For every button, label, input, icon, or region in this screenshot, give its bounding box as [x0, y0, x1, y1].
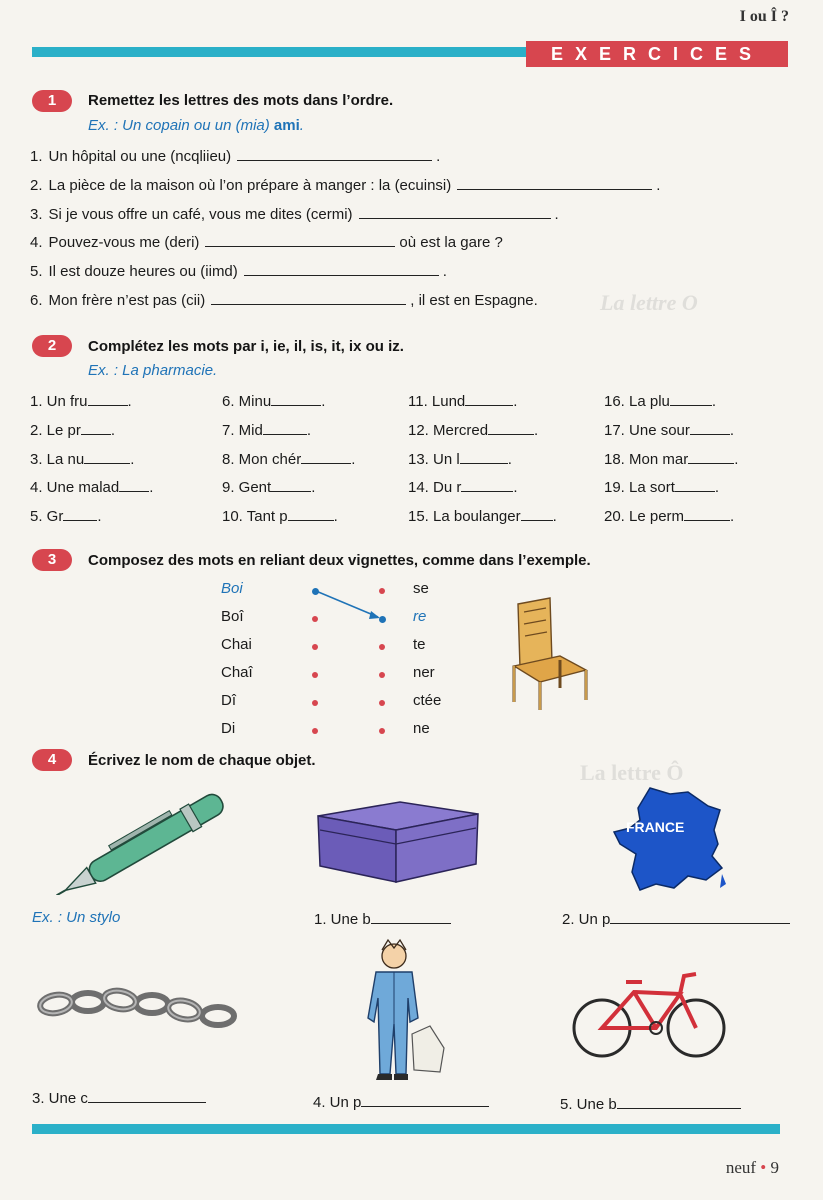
- item-suffix: .: [436, 148, 441, 165]
- item-suffix: , il est en Espagne.: [410, 292, 538, 309]
- item-prompt: Mon frère n’est pas (cii): [48, 292, 206, 309]
- period: .: [306, 422, 312, 439]
- chair-illustration: [500, 596, 600, 712]
- completion-stem: 1. Un fru: [30, 393, 88, 410]
- object-label-text: 4. Un p: [313, 1094, 362, 1111]
- exercise-1-example: Ex. : Un copain ou un (mia) ami.: [88, 117, 304, 134]
- france-map-illustration: [610, 784, 728, 896]
- object-label-text: 5. Une b: [560, 1096, 617, 1113]
- period: .: [513, 393, 518, 410]
- syllable-left: Boi: [221, 580, 243, 597]
- period: .: [149, 479, 154, 496]
- exercise-3-badge: 3: [32, 549, 72, 571]
- item-prompt: Si je vous offre un café, vous me dites (cermi): [48, 206, 353, 223]
- item-suffix: où est la gare ?: [399, 234, 503, 251]
- period: .: [552, 508, 557, 525]
- syllable-right: ne: [413, 720, 430, 737]
- period: .: [507, 451, 512, 468]
- object-label: [32, 1088, 206, 1107]
- item-number: 6.: [30, 292, 43, 309]
- period: .: [351, 451, 356, 468]
- period: .: [127, 393, 132, 410]
- bottom-rule: [32, 1124, 780, 1134]
- completion-stem: 7. Mid: [222, 422, 263, 439]
- period: .: [513, 479, 518, 496]
- period: .: [534, 422, 539, 439]
- period: .: [333, 508, 338, 525]
- pyjamas-illustration: [352, 938, 452, 1086]
- completion-stem: 14. Du r: [408, 479, 462, 496]
- answer-blank[interactable]: [617, 1094, 741, 1109]
- completion-stem: 9. Gent: [222, 479, 272, 496]
- syllable-right: te: [413, 636, 426, 653]
- completion-stem: 13. Un l: [408, 451, 460, 468]
- completion-stem: 6. Minu: [222, 393, 272, 410]
- object-label: [32, 909, 120, 926]
- period: .: [729, 422, 735, 439]
- period: .: [311, 479, 316, 496]
- completion-stem: 5. Gr: [30, 508, 64, 525]
- syllable-left: Dî: [221, 692, 236, 709]
- item-prompt: La pièce de la maison où l’on prépare à manger : la (ecuinsi): [48, 177, 452, 194]
- object-label: [562, 909, 790, 928]
- object-label: [314, 909, 451, 928]
- exercise-2-example: Ex. : La pharmacie.: [88, 362, 218, 379]
- answer-blank[interactable]: [88, 1088, 206, 1103]
- item-suffix: .: [442, 263, 447, 280]
- box-illustration: [312, 796, 482, 888]
- answer-blank[interactable]: [610, 909, 790, 924]
- bicycle-illustration: [572, 968, 726, 1060]
- chain-illustration: [36, 982, 246, 1032]
- syllable-left: Chai: [221, 636, 252, 653]
- completion-stem: 16. La plu: [604, 393, 670, 410]
- item-number: 3.: [30, 206, 43, 223]
- period: .: [321, 393, 326, 410]
- syllable-right: re: [413, 608, 427, 625]
- completion-stem: 4. Une malad: [30, 479, 120, 496]
- item-prompt: Pouvez-vous me (deri): [48, 234, 200, 251]
- item-number: 1.: [30, 148, 43, 165]
- syllable-right: se: [413, 580, 429, 597]
- completion-stem: 15. La boulanger: [408, 508, 521, 525]
- running-title: I ou Î ?: [739, 8, 789, 25]
- item-prompt: Un hôpital ou une (ncqliieu): [48, 148, 232, 165]
- exercise-4-badge: 4: [32, 749, 72, 771]
- answer-blank[interactable]: [361, 1092, 489, 1107]
- item-number: 2.: [30, 177, 43, 194]
- syllable-right: ner: [413, 664, 435, 681]
- exercices-banner: EXERCICES: [526, 41, 788, 67]
- exercise-2-badge: 2: [32, 335, 72, 357]
- object-label-text: 2. Un p: [562, 911, 611, 928]
- item-suffix: .: [656, 177, 661, 194]
- completion-stem: 19. La sort: [604, 479, 675, 496]
- syllable-left: Boî: [221, 608, 244, 625]
- completion-stem: 10. Tant p: [222, 508, 288, 525]
- period: .: [714, 479, 720, 496]
- item-suffix: .: [554, 206, 559, 223]
- object-label: [313, 1092, 489, 1111]
- object-label: [560, 1094, 741, 1113]
- ghost-text: La lettre O: [600, 290, 698, 315]
- completion-stem: 20. Le perm: [604, 508, 685, 525]
- exercise-1-title: Remettez les lettres des mots dans l’ordre.: [88, 92, 394, 109]
- item-prompt: Il est douze heures ou (iimd): [48, 263, 238, 280]
- item-number: 5.: [30, 263, 43, 280]
- object-label-text: Ex. : Un stylo: [32, 909, 121, 926]
- item-number: 4.: [30, 234, 43, 251]
- completion-stem: 18. Mon mar: [604, 451, 689, 468]
- exercise-4-title: Écrivez le nom de chaque objet.: [88, 752, 316, 769]
- object-label-text: 3. Une c: [32, 1090, 88, 1107]
- exercise-2-title: Complétez les mots par i, ie, il, is, it, ix ou iz.: [88, 338, 404, 355]
- object-label-text: 1. Une b: [314, 911, 371, 928]
- syllable-left: Chaî: [221, 664, 253, 681]
- period: .: [97, 508, 102, 525]
- page-folio: neuf • 9: [725, 1158, 779, 1177]
- exercise-3-title: Composez des mots en reliant deux vignettes, comme dans l’exemple.: [88, 552, 591, 569]
- completion-stem: 12. Mercred: [408, 422, 489, 439]
- period: .: [734, 451, 739, 468]
- completion-stem: 8. Mon chér: [222, 451, 302, 468]
- completion-stem: 17. Une sour: [604, 422, 690, 439]
- syllable-right: ctée: [413, 692, 442, 709]
- completion-stem: 2. Le pr: [30, 422, 81, 439]
- answer-blank[interactable]: [371, 909, 451, 924]
- period: .: [130, 451, 135, 468]
- exercise-1-badge: 1: [32, 90, 72, 112]
- ghost-text-2: La lettre Ô: [580, 760, 684, 785]
- syllable-left: Di: [221, 720, 236, 737]
- completion-stem: 11. Lund: [408, 393, 466, 410]
- pen-illustration: [42, 790, 252, 895]
- period: .: [711, 393, 717, 410]
- map-label: FRANCE: [626, 819, 685, 835]
- completion-stem: 3. La nu: [30, 451, 85, 468]
- period: .: [730, 508, 735, 525]
- period: .: [110, 422, 116, 439]
